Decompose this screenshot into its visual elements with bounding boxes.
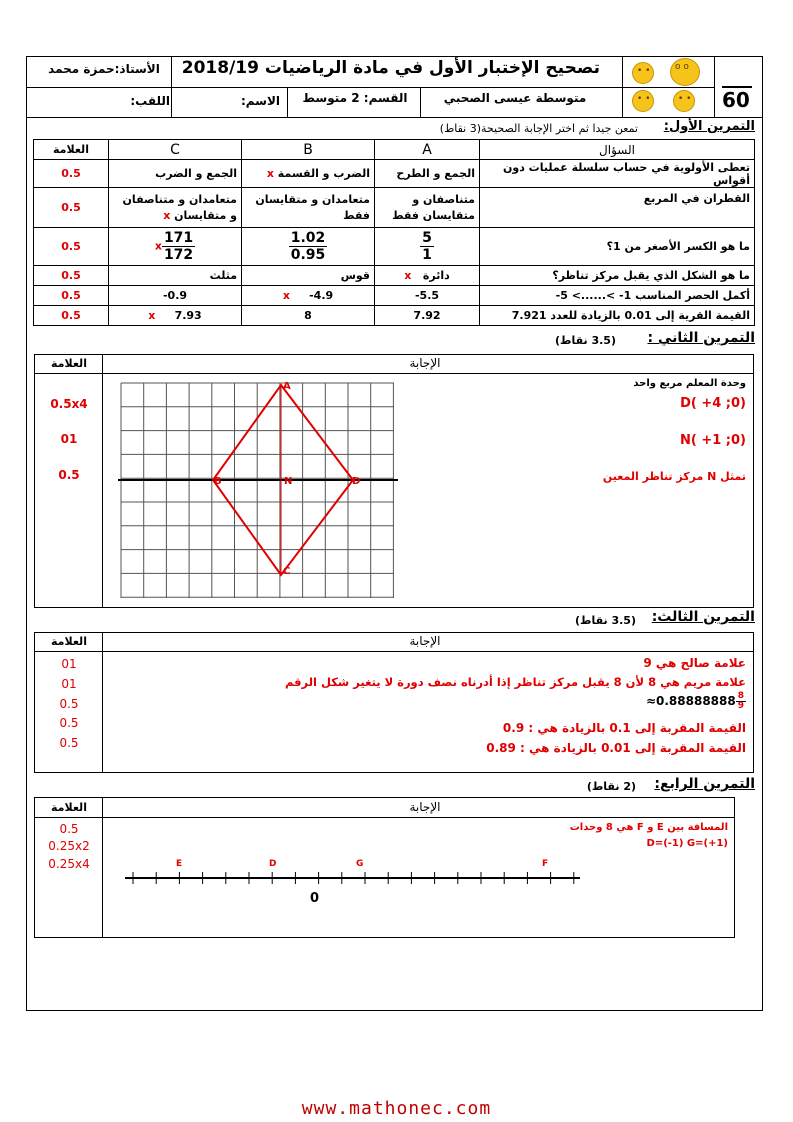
school-name: متوسطة عيسى الصحبي xyxy=(443,91,587,105)
correct-mark-icon: x xyxy=(148,309,156,322)
correct-mark-icon: x xyxy=(282,289,290,302)
answer-a: دائرة x xyxy=(375,266,480,286)
n-coordinate: N( +1 ;0) xyxy=(680,433,746,448)
correct-mark-icon: x xyxy=(154,239,162,253)
question-text: أكمل الحصر المناسب 1- >......> 5- xyxy=(480,286,755,306)
ex1-title: التمرين الأول: xyxy=(663,119,755,134)
ex4-points: (2 نقاط) xyxy=(586,780,636,793)
answer-c: x $\frac{171}{172}$ xyxy=(109,228,242,266)
answer-b: متعامدان و متقايسان فقط xyxy=(242,188,375,228)
point-b-label: B xyxy=(214,476,222,487)
ex3-line: القيمة المقربة إلى 0.01 بالزيادة هي : 0.89 xyxy=(486,741,746,755)
ex2-answer-header: الإجابة xyxy=(409,356,441,370)
point-g-label: G xyxy=(356,859,364,869)
answer-b: 8 xyxy=(242,306,375,326)
answer-c: متعامدان و متناصفان و متقايسان x xyxy=(109,188,242,228)
ex4-answer-header: الإجابة xyxy=(409,800,441,814)
ex3-line: علامة مريم هي 8 لأن 8 يقبل مركز تناظر إذا أدرناه نصف دورة لا يتغير شكل الرقم xyxy=(285,675,746,689)
ex4-col-divider xyxy=(102,797,103,938)
point-d-label: D xyxy=(269,859,277,869)
question-text: ما هو الشكل الذي يقبل مركز تناظر؟ xyxy=(480,266,755,286)
ex2-mark: 01 xyxy=(60,432,78,446)
answer-b: الضرب و القسمة x xyxy=(242,160,375,188)
question-header: السؤال xyxy=(480,140,755,160)
coordinate-grid xyxy=(118,380,398,600)
ex3-col-divider xyxy=(102,632,103,773)
answer-b: x -4.9 xyxy=(242,286,375,306)
excited-face-icon: o o xyxy=(670,58,700,86)
ex3-mark-header: العلامة xyxy=(51,635,87,648)
point-d-label: D xyxy=(352,476,361,487)
teacher-name: الأستاذ:حمزة محمد xyxy=(48,62,160,76)
ex2-mark: 0.5 xyxy=(58,468,80,482)
row-mark: 0.5 xyxy=(34,188,109,228)
footer-site: www.mathonec.com xyxy=(301,1098,492,1119)
class-label: القسم: 2 متوسط xyxy=(302,91,408,105)
question-text: تعطى الأولوية في حساب سلسلة عمليات دون أقواس xyxy=(480,160,755,188)
ex4-header-divider xyxy=(34,817,735,818)
header-divider xyxy=(287,87,288,117)
ex2-mark: 0.5x4 xyxy=(50,397,88,411)
ex3-header-divider xyxy=(34,651,754,652)
ex4-mark: 0.25x2 xyxy=(48,839,90,853)
score-overline xyxy=(722,86,752,88)
correct-mark-icon: x xyxy=(163,208,171,222)
answer-a: 7.92 xyxy=(375,306,480,326)
sad-face-icon: • • xyxy=(632,90,654,112)
ex2-header-divider xyxy=(34,373,754,374)
name-label: الاسم: xyxy=(240,94,280,108)
col-b-header: B xyxy=(242,140,375,160)
correct-mark-icon: x xyxy=(404,269,412,282)
ex2-title: التمرين الثاني : xyxy=(647,330,755,346)
row-mark: 0.5 xyxy=(34,160,109,188)
ex3-points: (3.5 نقاط) xyxy=(575,614,636,627)
ex4-title: التمرين الرابع: xyxy=(654,776,755,792)
correct-mark-icon: x xyxy=(266,167,274,180)
ex3-answer-header: الإجابة xyxy=(409,634,441,648)
point-e-label: E xyxy=(176,859,183,869)
total-score: 60 xyxy=(722,88,750,112)
answer-a: متناصفان و متقايسان فقط xyxy=(375,188,480,228)
ex3-line: القيمة المقربة إلى 0.1 بالزيادة هي : 0.9 xyxy=(502,721,746,735)
header-divider xyxy=(26,87,714,88)
page-title: تصحيح الإختبار الأول في مادة الرياضيات 2018/19 xyxy=(181,58,600,78)
point-n-label: N xyxy=(284,476,293,487)
distance-note: المسافة بين E و F هي 8 وحدات xyxy=(569,822,728,833)
answer-a: -5.5 xyxy=(375,286,480,306)
header-divider xyxy=(420,87,421,117)
col-c-header: C xyxy=(109,140,242,160)
ex1-subtitle: تمعن جيدا ثم اختر الإجابة الصحيحة(3 نقاط) xyxy=(439,122,638,135)
ex3-title: التمرين الثالث: xyxy=(651,609,755,625)
answer-c: الجمع و الضرب xyxy=(109,160,242,188)
d-coordinate: D( +4 ;0) xyxy=(680,396,746,411)
answer-c: x 7.93 xyxy=(109,306,242,326)
answer-b: $\frac{1.02}{0.95}$ xyxy=(242,228,375,266)
question-text: القيمة القرية إلى 0.01 بالزيادة للعدد 7.921 xyxy=(480,306,755,326)
question-text: القطران في المربع xyxy=(480,188,755,228)
answer-a: الجمع و الطرح xyxy=(375,160,480,188)
answer-c: مثلث xyxy=(109,266,242,286)
point-f-label: F xyxy=(542,859,549,869)
ex2-points: (3.5 نقاط) xyxy=(555,334,616,347)
ex4-mark: 0.5 xyxy=(59,822,79,836)
header-divider xyxy=(714,56,715,118)
row-mark: 0.5 xyxy=(34,266,109,286)
number-line xyxy=(120,852,590,912)
answer-b: قوس xyxy=(242,266,375,286)
header-divider xyxy=(26,117,763,118)
point-c-label: C xyxy=(283,566,291,577)
answer-a: $\frac{5}{1}$ xyxy=(375,228,480,266)
unit-note: وحدة المعلم مربع واحد xyxy=(633,378,746,389)
surname-label: اللقب: xyxy=(130,94,170,108)
point-a-label: A xyxy=(283,381,291,392)
origin-label: 0 xyxy=(310,891,320,906)
ex2-col-divider xyxy=(102,354,103,608)
ex3-mark: 01 xyxy=(61,657,77,671)
col-a-header: A xyxy=(375,140,480,160)
smile-face-icon: • • xyxy=(632,62,654,84)
ex3-approx: ≈0.88888888 $\frac{8}{9}$ xyxy=(645,691,744,711)
ex4-mark-header: العلامة xyxy=(51,801,87,814)
mark-header: العلامة xyxy=(34,140,109,160)
answer-c: -0.9 xyxy=(109,286,242,306)
question-text: ما هو الكسر الأصغر من 1؟ xyxy=(480,228,755,266)
coords-note: D=(-1) G=(+1) xyxy=(646,838,728,849)
ex2-mark-header: العلامة xyxy=(51,357,87,370)
row-mark: 0.5 xyxy=(34,228,109,266)
neutral-face-icon: • • xyxy=(673,90,695,112)
ex4-mark: 0.25x4 xyxy=(48,857,90,871)
ex3-mark: 0.5 xyxy=(59,697,79,711)
center-note: تمثل N مركز تناظر المعين xyxy=(602,470,746,483)
ex3-mark: 0.5 xyxy=(59,736,79,750)
ex3-mark: 01 xyxy=(61,677,77,691)
ex3-mark: 0.5 xyxy=(59,716,79,730)
row-mark: 0.5 xyxy=(34,286,109,306)
ex1-table xyxy=(33,139,755,326)
row-mark: 0.5 xyxy=(34,306,109,326)
ex3-line: علامة صالح هي 9 xyxy=(643,656,746,670)
